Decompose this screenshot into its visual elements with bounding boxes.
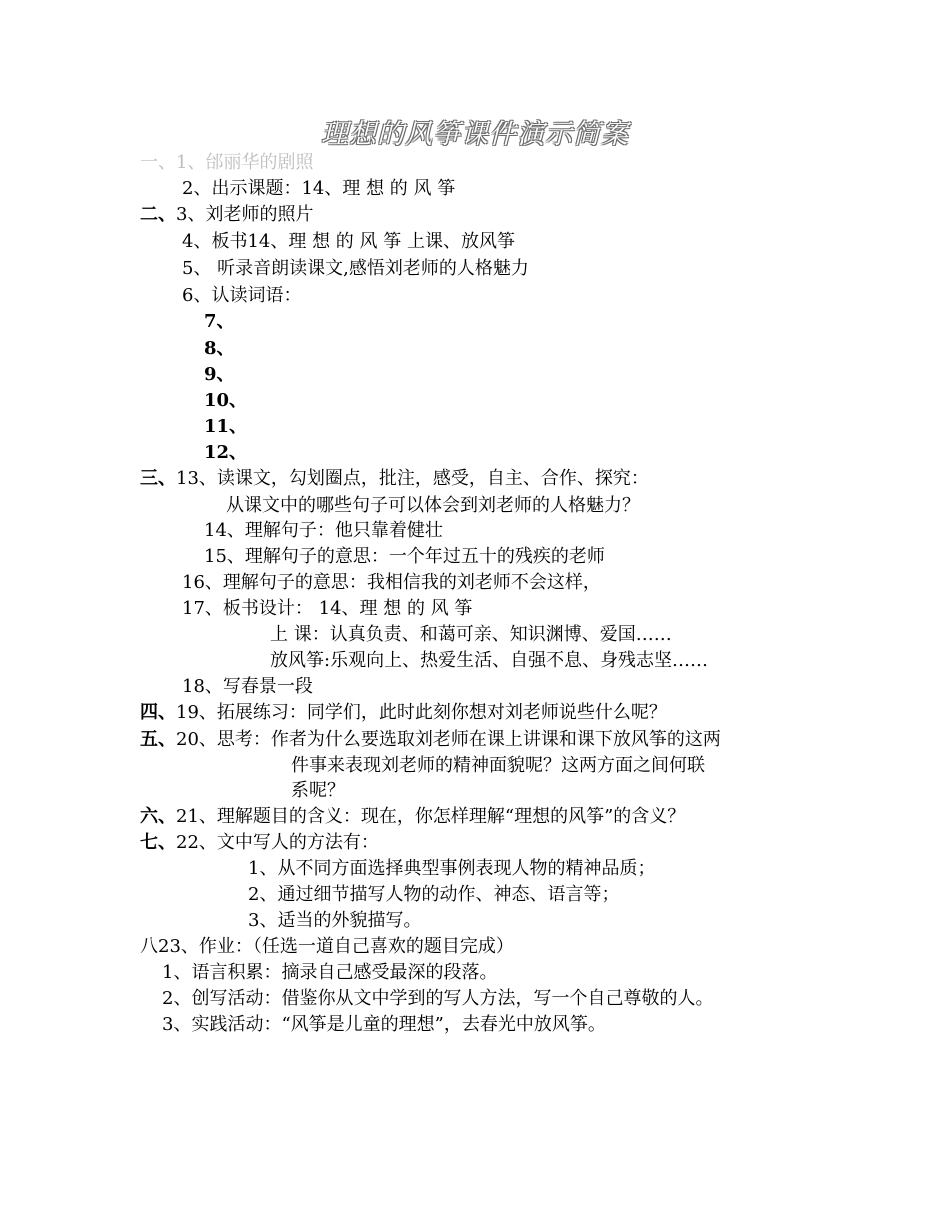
document-line (182, 229, 515, 255)
document-line (204, 362, 235, 388)
document-line (248, 908, 421, 934)
line-text: 2、出示课题：14、理 想 的 风 筝 (182, 178, 456, 199)
document-line (140, 202, 313, 228)
document-line (162, 986, 713, 1012)
line-text: 1、邰丽华的剧照 (176, 152, 314, 173)
document-line (182, 596, 472, 622)
document-line (162, 1012, 606, 1038)
line-text: 3、适当的外貌描写。 (248, 910, 422, 931)
document-line (270, 622, 672, 648)
line-text: 20、思考：作者为什么要选取刘老师在课上讲课和课下放风筝的这两 (176, 729, 721, 750)
line-text: 22、文中写人的方法有： (176, 832, 379, 853)
line-text: 7、 (204, 311, 235, 332)
line-text: 16、理解句子的意思：我相信我的刘老师不会这样， (182, 572, 601, 593)
document-line (204, 544, 605, 570)
line-text: 1、从不同方面选择典型事例表现人物的精神品质； (248, 858, 656, 879)
document-line (204, 414, 247, 440)
line-text: 21、理解题目的含义：现在，你怎样理解“理想的风筝”的含义？ (176, 806, 686, 827)
section-marker: 三、 (140, 468, 176, 489)
line-text: 6、认读词语： (182, 285, 302, 306)
line-text: 15、理解句子的意思：一个年过五十的残疾的老师 (204, 546, 605, 567)
line-text: 23、作业：（任选一道自己喜欢的题目完成） (158, 936, 514, 957)
document-line (248, 856, 655, 882)
line-text: 9、 (204, 364, 235, 385)
section-marker: 七、 (140, 832, 176, 853)
document-line (140, 804, 685, 830)
line-text: 2、创写活动：借鉴你从文中学到的写人方法，写一个自己尊敬的人。 (162, 988, 714, 1009)
document-line (182, 570, 601, 596)
document-line (204, 309, 235, 335)
line-text: 10、 (204, 390, 248, 411)
document-title: 理想的风筝课件演示简案 (321, 119, 629, 150)
line-text: 件事来表现刘老师的精神面貌呢？这两方面之间何联 (291, 755, 705, 776)
document-line (204, 388, 247, 414)
document-line (270, 648, 708, 674)
line-text: 19、拓展练习：同学们，此时此刻你想对刘老师说些什么呢？ (176, 702, 667, 723)
line-text: 13、读课文，勾划圈点，批注，感受，自主、合作、探究： (176, 468, 649, 489)
section-marker: 六、 (140, 806, 176, 827)
line-text: 上 课：认真负责、和蔼可亲、知识渊博、爱国…… (270, 624, 672, 645)
document-line (291, 753, 705, 779)
line-text: 3、刘老师的照片 (176, 204, 314, 225)
section-marker: 二、 (140, 204, 176, 225)
line-text: 放风筝:乐观向上、热爱生活、自强不息、身残志坚…… (270, 650, 709, 671)
section-marker: 一、 (140, 152, 176, 173)
document-line (182, 674, 313, 700)
line-text: 12、 (204, 442, 248, 463)
line-text: 8、 (204, 338, 235, 359)
document-line (204, 440, 247, 466)
document-line (204, 336, 235, 362)
line-text: 2、通过细节描写人物的动作、神态、语言等； (248, 884, 620, 905)
document-line (182, 256, 529, 282)
document-line (140, 150, 313, 176)
document-line (162, 960, 497, 986)
document-line (248, 882, 619, 908)
document-line (182, 176, 455, 202)
line-text: 4、板书14、理 想 的 风 筝 上课、放风筝 (182, 231, 515, 252)
document-line (140, 727, 721, 753)
line-text: 17、板书设计： 14、理 想 的 风 筝 (182, 598, 473, 619)
document-line (204, 518, 443, 544)
section-marker: 四、 (140, 702, 176, 723)
line-text: 系呢？ (291, 780, 345, 801)
document-line (140, 830, 379, 856)
document-line (140, 466, 649, 492)
line-text: 14、理解句子：他只靠着健壮 (204, 520, 443, 541)
line-text: 18、写春景一段 (182, 676, 313, 697)
document-line (226, 493, 640, 519)
document-line (291, 778, 345, 804)
section-marker: 八 (140, 936, 158, 957)
line-text: 3、实践活动：“风筝是儿童的理想”，去春光中放风筝。 (162, 1014, 606, 1035)
section-marker: 五、 (140, 729, 176, 750)
document-line (182, 283, 301, 309)
line-text: 11、 (204, 416, 248, 437)
line-text: 1、语言积累：摘录自己感受最深的段落。 (162, 962, 498, 983)
line-text: 从课文中的哪些句子可以体会到刘老师的人格魅力？ (226, 495, 640, 516)
document-line (140, 934, 514, 960)
line-text: 5、 听录音朗读课文,感悟刘老师的人格魅力 (182, 258, 529, 279)
document-line (140, 700, 667, 726)
